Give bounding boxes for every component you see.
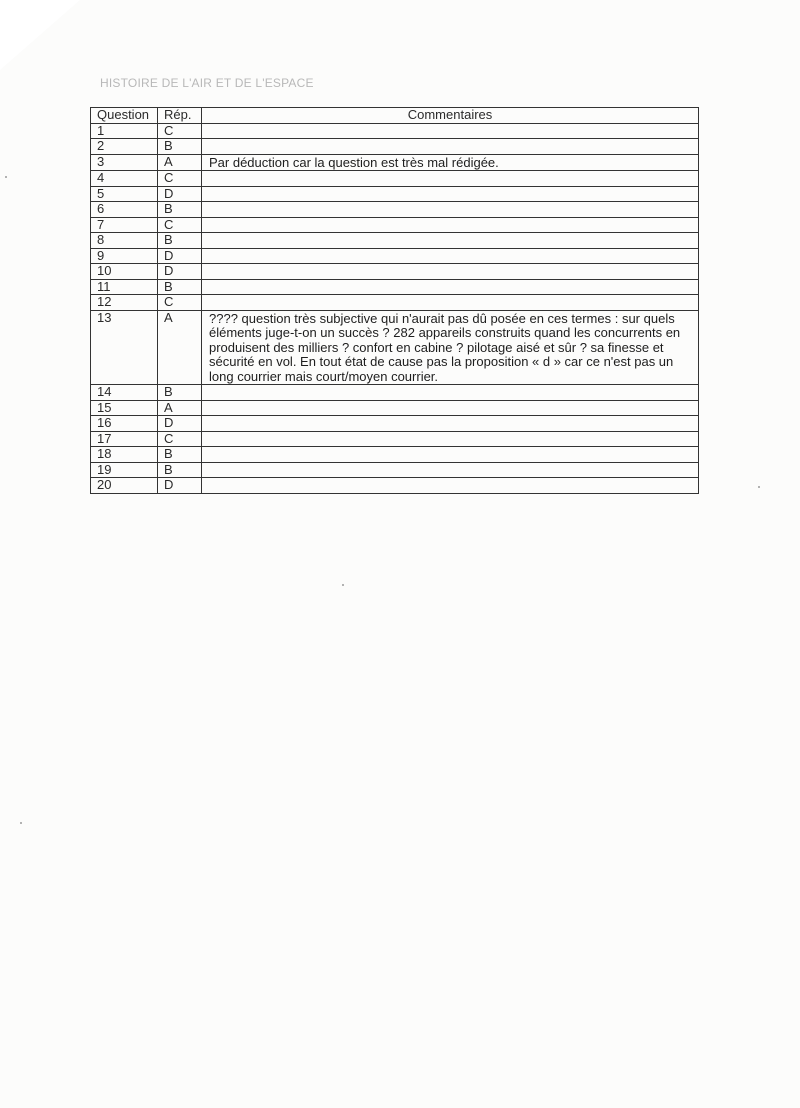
answers-table [90, 107, 699, 494]
table-row [91, 186, 699, 202]
answer-letter: C [158, 431, 202, 447]
table-row [91, 416, 699, 432]
answer-letter: D [158, 416, 202, 432]
comment-cell [202, 186, 699, 202]
comment-cell [202, 416, 699, 432]
answer-letter: D [158, 186, 202, 202]
answer-letter: D [158, 478, 202, 494]
question-number: 13 [91, 310, 158, 385]
question-number: 15 [91, 400, 158, 416]
table-row [91, 431, 699, 447]
answer-letter: B [158, 447, 202, 463]
table-row [91, 248, 699, 264]
answer-letter: D [158, 264, 202, 280]
answer-letter: C [158, 295, 202, 311]
question-number: 6 [91, 202, 158, 218]
table-row [91, 154, 699, 171]
table-row [91, 478, 699, 494]
question-number: 9 [91, 248, 158, 264]
comment-cell [202, 171, 699, 187]
table-row [91, 462, 699, 478]
question-number: 18 [91, 447, 158, 463]
comment-cell [202, 385, 699, 401]
question-number: 8 [91, 233, 158, 249]
comment-cell [202, 447, 699, 463]
comment-cell [202, 139, 699, 155]
table-row [91, 217, 699, 233]
comment-cell [202, 295, 699, 311]
question-number: 16 [91, 416, 158, 432]
comment-cell [202, 233, 699, 249]
table-row [91, 310, 699, 385]
table-row [91, 447, 699, 463]
question-number: 17 [91, 431, 158, 447]
question-number: 1 [91, 123, 158, 139]
question-number: 4 [91, 171, 158, 187]
scan-speck [342, 584, 344, 586]
answer-letter: A [158, 154, 202, 171]
comment-cell [202, 202, 699, 218]
table-row [91, 123, 699, 139]
question-number: 5 [91, 186, 158, 202]
header-answer: Rép. [158, 108, 202, 124]
question-number: 7 [91, 217, 158, 233]
question-number: 14 [91, 385, 158, 401]
comment-cell [202, 248, 699, 264]
table-body [91, 123, 699, 493]
comment-cell: ???? question très subjective qui n'aurait pas dû posée en ces termes : sur quels éléments juge-t-on un succès ? 282 appareils construits quand les concurrents en produisent des milliers ? confort en cabine ? pilotage aisé et sûr ? sa finesse et sécurité en vol. En tout état de cause pas la proposition « d » car ce n'est pas un long courrier mais court/moyen courrier. [202, 310, 699, 385]
table-row [91, 279, 699, 295]
table-row [91, 264, 699, 280]
comment-cell [202, 431, 699, 447]
comment-cell [202, 478, 699, 494]
table-row [91, 400, 699, 416]
question-number: 12 [91, 295, 158, 311]
table-row [91, 385, 699, 401]
table-row [91, 139, 699, 155]
scan-speck [20, 822, 22, 824]
table-row [91, 295, 699, 311]
question-number: 11 [91, 279, 158, 295]
answer-letter: C [158, 217, 202, 233]
table-row [91, 233, 699, 249]
answer-letter: B [158, 233, 202, 249]
scan-speck [5, 176, 7, 178]
folded-corner [0, 0, 80, 70]
answer-letter: C [158, 171, 202, 187]
table-row [91, 171, 699, 187]
question-number: 2 [91, 139, 158, 155]
question-number: 3 [91, 154, 158, 171]
answer-letter: A [158, 310, 202, 385]
document-heading: HISTOIRE DE L'AIR ET DE L'ESPACE [100, 76, 314, 90]
table-header-row [91, 108, 699, 124]
answer-letter: D [158, 248, 202, 264]
comment-cell [202, 279, 699, 295]
comment-cell [202, 462, 699, 478]
question-number: 19 [91, 462, 158, 478]
answer-letter: B [158, 385, 202, 401]
answer-letter: B [158, 139, 202, 155]
header-question: Question [91, 108, 158, 124]
answer-letter: B [158, 279, 202, 295]
header-comment: Commentaires [202, 108, 699, 124]
answer-letter: A [158, 400, 202, 416]
question-number: 20 [91, 478, 158, 494]
answer-letter: B [158, 462, 202, 478]
answer-letter: B [158, 202, 202, 218]
comment-cell [202, 123, 699, 139]
question-number: 10 [91, 264, 158, 280]
scan-speck [758, 486, 760, 488]
answer-letter: C [158, 123, 202, 139]
comment-cell [202, 400, 699, 416]
comment-cell [202, 264, 699, 280]
comment-cell [202, 217, 699, 233]
comment-cell: Par déduction car la question est très mal rédigée. [202, 154, 699, 171]
table-row [91, 202, 699, 218]
